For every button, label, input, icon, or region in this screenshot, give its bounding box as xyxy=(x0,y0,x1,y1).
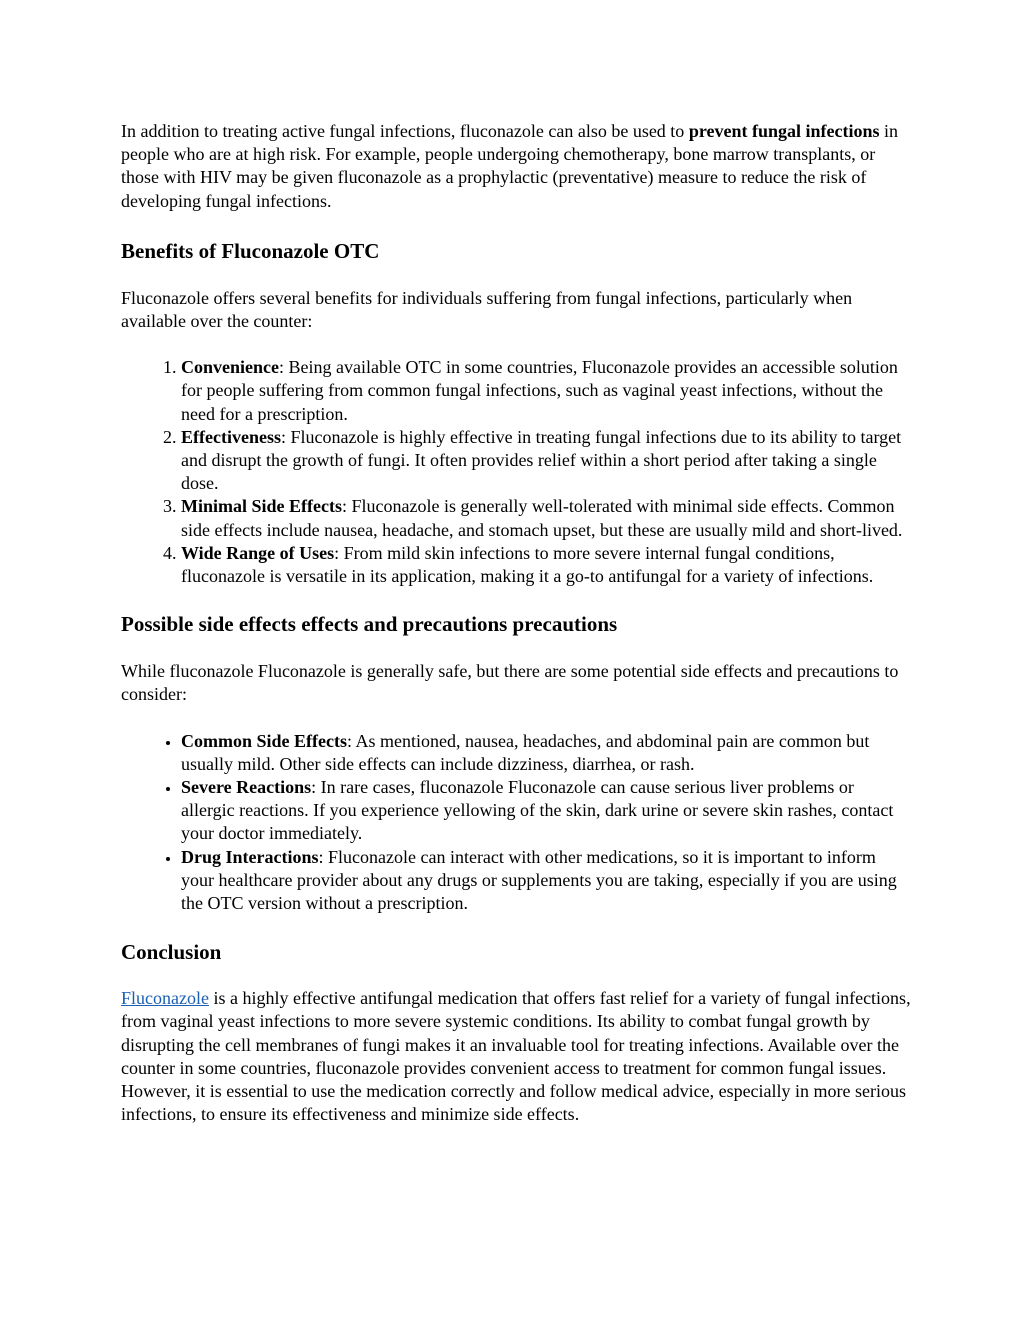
side-effects-intro-paragraph: While fluconazole Fluconazole is generally safe, but there are some potential side effects and precautions to consider: xyxy=(121,661,899,705)
list-item xyxy=(181,776,911,846)
list-item-term: Wide Range of Uses xyxy=(181,542,335,563)
conclusion-text: is a highly effective antifungal medication that offers fast relief for a variety of fungal infections, from vaginal yeast infections to more severe systemic conditions. Its ability to combat fungal growth by disrupting the cell membranes of fungi makes it an invaluable tool for treating infections. Available over the counter in some countries, fluconazole provides convenient access to treatment for common fungal issues. However, it is essential to use the medication correctly and follow medical advice, especially in more serious infections, to ensure its effectiveness and minimize side effects. xyxy=(121,988,911,1125)
intro-bold-phrase: prevent fungal infections xyxy=(688,121,880,141)
list-item-text: : Fluconazole is highly effective in treating fungal infections due to its ability to target and disrupt the growth of fungi. It often provides relief within a short period after taking a single dose. xyxy=(181,426,902,494)
list-item xyxy=(181,846,911,916)
benefits-heading: Benefits of Fluconazole OTC xyxy=(121,238,380,263)
conclusion-paragraph xyxy=(121,987,911,1126)
side-effects-heading: Possible side effects effects and precautions precautions xyxy=(121,612,618,637)
list-item-term: Drug Interactions xyxy=(181,846,319,867)
list-item-text: : Fluconazole is generally well-tolerated with minimal side effects. Common side effects include nausea, headache, and stomach upset, but these are usually mild and short-lived. xyxy=(181,496,903,540)
document-page xyxy=(121,120,911,1127)
side-effects-list xyxy=(121,730,911,916)
list-item-term: Effectiveness xyxy=(181,426,281,447)
intro-text-after: in people who are at high risk. For example, people undergoing chemotherapy, bone marrow transplants, or those with HIV may be given fluconazole as a prophylactic (preventative) measure to reduce the risk of developing fungal infections. xyxy=(121,121,898,211)
benefits-list xyxy=(121,356,911,588)
list-item-term: Convenience xyxy=(181,357,279,378)
list-item-term: Common Side Effects xyxy=(181,730,347,751)
conclusion-heading: Conclusion xyxy=(121,940,222,965)
list-item-term: Minimal Side Effects xyxy=(181,496,342,517)
list-item xyxy=(181,356,911,426)
list-item-text: : Fluconazole can interact with other medications, so it is important to inform your healthcare provider about any drugs or supplements you are taking, especially if you are using the OTC version without a prescription. xyxy=(181,846,897,914)
list-item-text: : As mentioned, nausea, headaches, and abdominal pain are common but usually mild. Other side effects can include dizziness, diarrhea, or rash. xyxy=(181,730,870,774)
benefits-intro-paragraph: Fluconazole offers several benefits for individuals suffering from fungal infections, particularly when available over the counter: xyxy=(121,287,853,332)
fluconazole-link[interactable]: Fluconazole xyxy=(121,988,209,1009)
list-item-text: : In rare cases, fluconazole Fluconazole can cause serious liver problems or allergic reactions. If you experience yellowing of the skin, dark urine or severe skin rashes, contact your doctor immediately. xyxy=(181,777,894,844)
list-item-text: : From mild skin infections to more severe internal fungal conditions, fluconazole is versatile in its application, making it a go-to antifungal for a variety of infections. xyxy=(181,542,874,587)
intro-paragraph xyxy=(121,120,911,213)
list-item-term: Severe Reactions xyxy=(181,777,312,798)
list-item xyxy=(181,542,911,588)
list-item-text: : Being available OTC in some countries, Fluconazole provides an accessible solution for people suffering from common fungal infections, such as vaginal yeast infections, without the need for a prescription. xyxy=(181,357,898,424)
list-item xyxy=(181,495,911,541)
list-item xyxy=(181,426,911,496)
list-item xyxy=(181,730,911,776)
intro-text-before: In addition to treating active fungal infections, fluconazole can also be used to xyxy=(121,121,689,141)
